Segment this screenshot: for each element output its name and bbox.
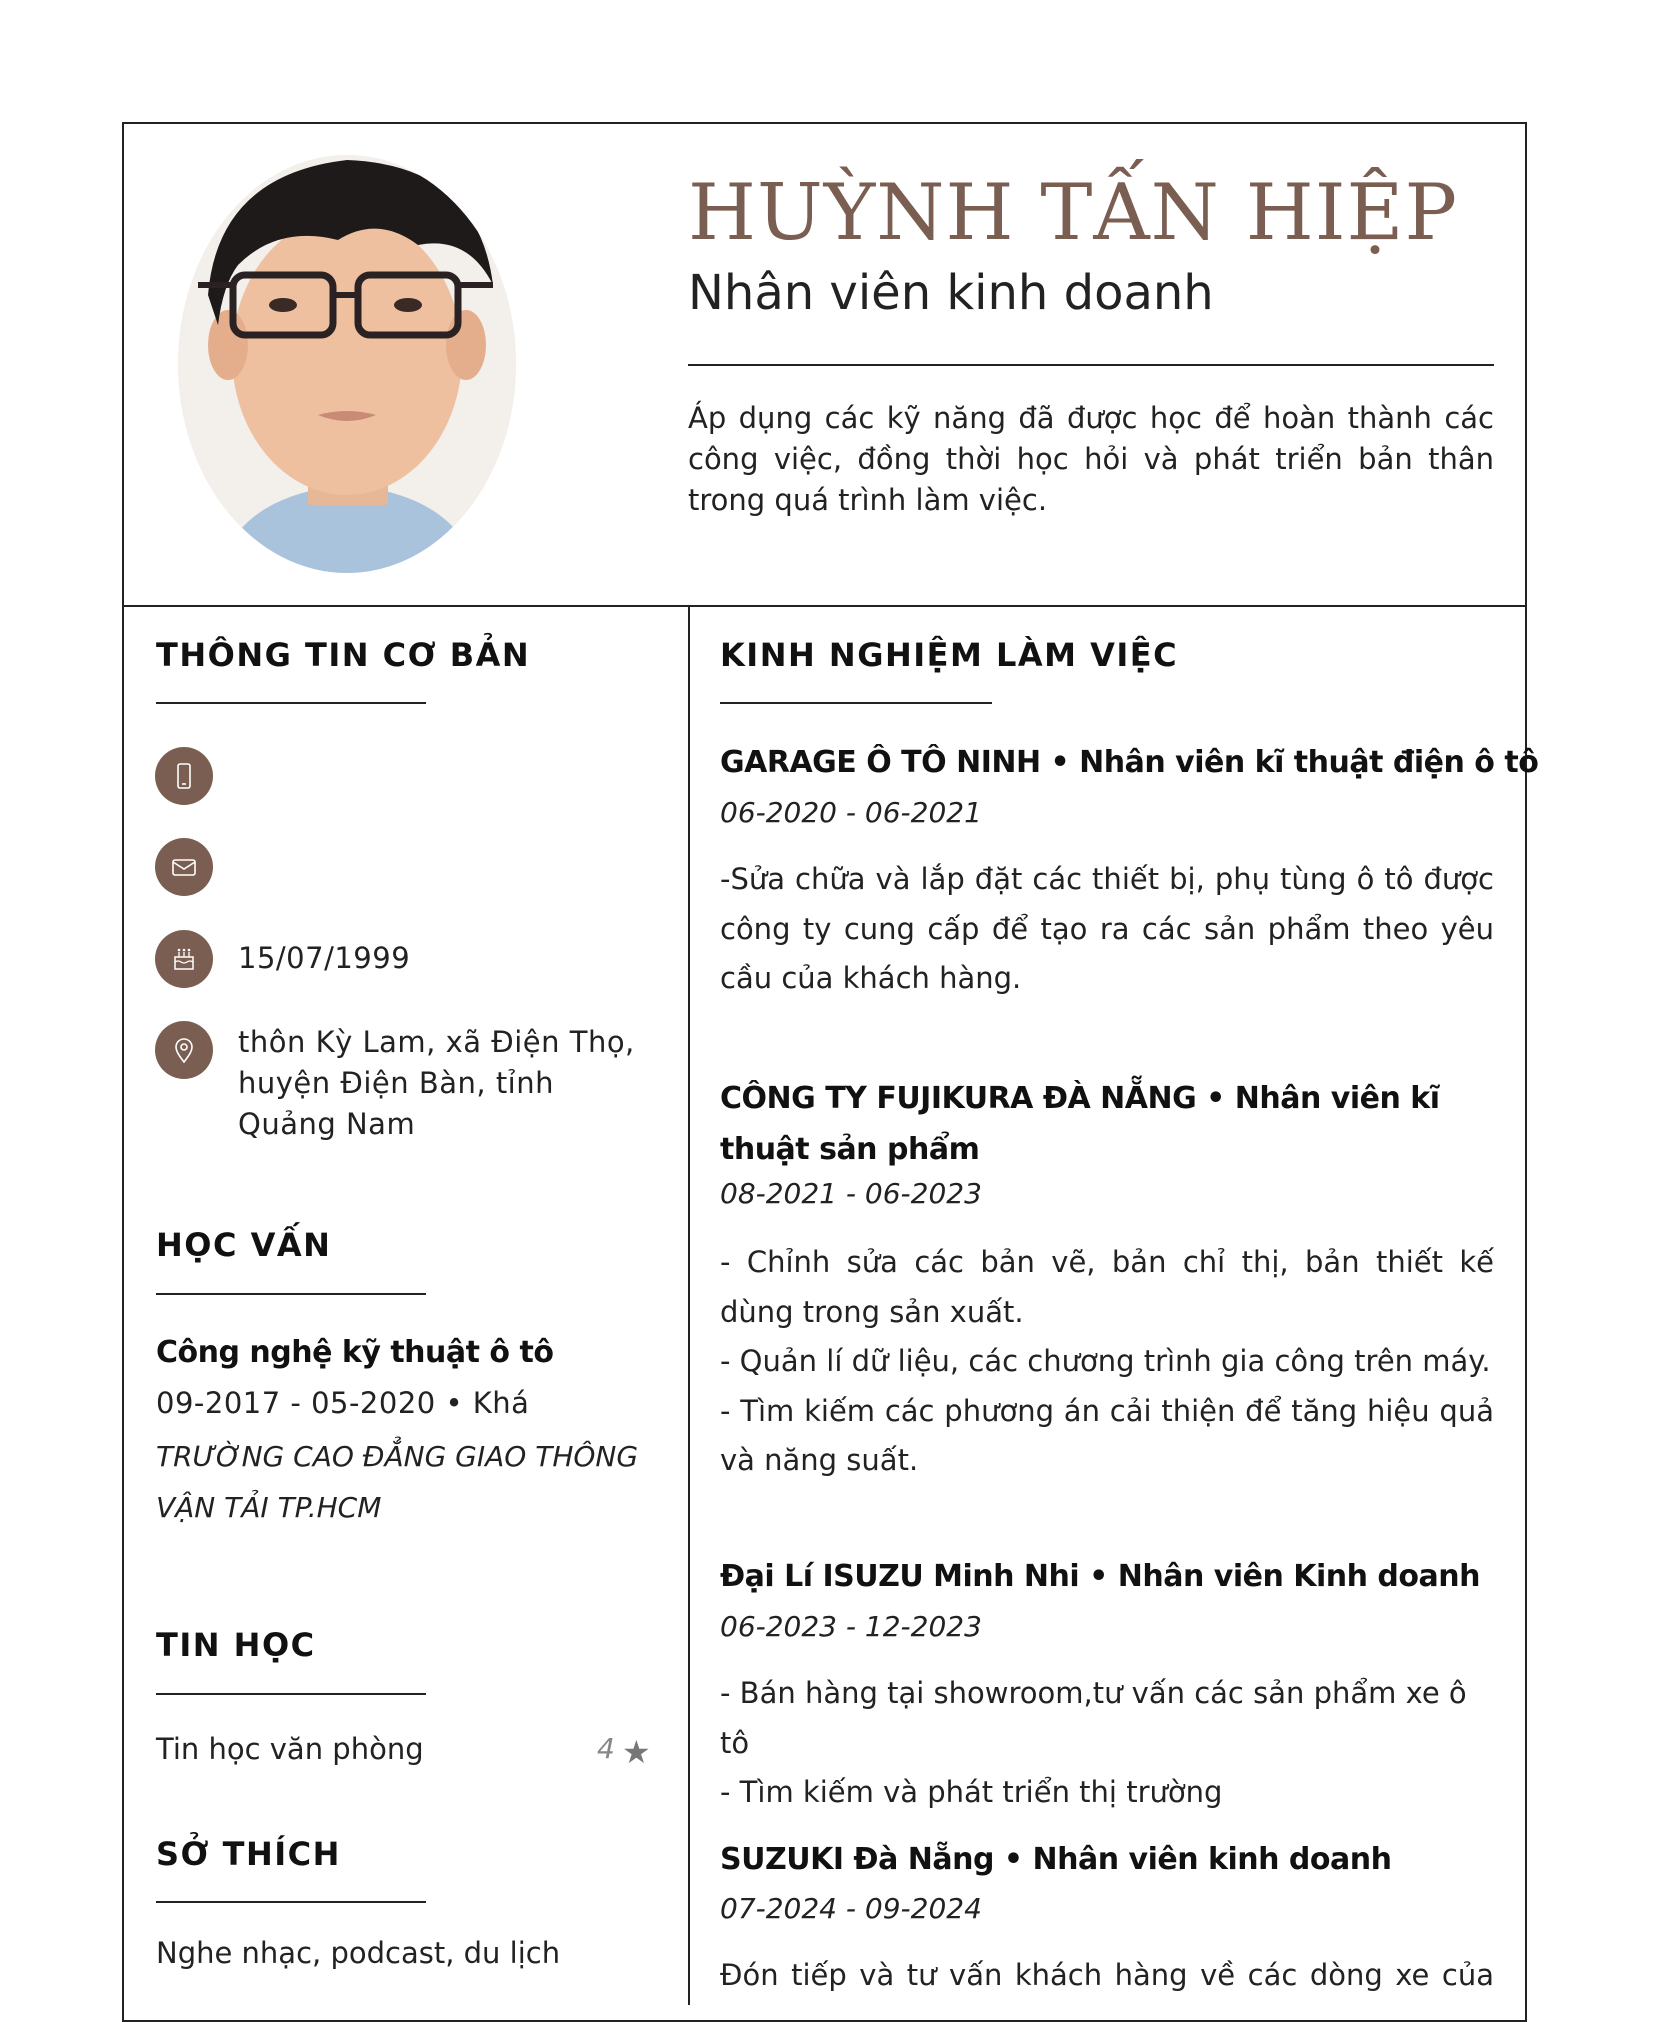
job-description [720, 1238, 1494, 1486]
header-rule [688, 364, 1494, 366]
birthdate-value: 15/07/1999 [238, 941, 411, 975]
job-title: Đại Lí ISUZU Minh Nhi • Nhân viên Kinh doanh [720, 1559, 1480, 1594]
phone-icon [155, 747, 213, 805]
job-title: CÔNG TY FUJIKURA ĐÀ NẴNG • Nhân viên kĩ thuật sản phẩm [720, 1081, 1440, 1167]
it-skill-name: Tin học văn phòng [156, 1732, 424, 1766]
education-school: TRƯỜNG CAO ĐẲNG GIAO THÔNG VẬN TẢI TP.HCM [156, 1440, 639, 1524]
hobbies-text: Nghe nhạc, podcast, du lịch [156, 1936, 561, 1970]
job-description-line: - Bán hàng tại showroom,tư vấn các sản phẩm xe ô tô [720, 1676, 1467, 1760]
job-description [720, 1669, 1494, 1818]
job-description [720, 855, 1494, 1004]
job-description-line: Đón tiếp và tư vấn khách hàng về các dòng xe của [720, 1958, 1494, 1992]
job-title: GARAGE Ô TÔ NINH • Nhân viên kĩ thuật điện ô tô [720, 745, 1539, 780]
header-divider [122, 605, 1527, 607]
job-description-line: - Quản lí dữ liệu, các chương trình gia công trên máy. [720, 1344, 1491, 1378]
it-skill-rating: 4 [597, 1732, 615, 1765]
job-description-line: -Sửa chữa và lắp đặt các thiết bị, phụ tùng ô tô được công ty cung cấp để tạo ra các sản phẩm theo yêu cầu của khách hàng. [720, 862, 1494, 995]
birthday-cake-icon [155, 930, 213, 988]
basic-info-rule [156, 702, 426, 704]
job-period: 08-2021 - 06-2023 [720, 1177, 982, 1210]
job-description-line: - Tìm kiếm các phương án cải thiện để tăng hiệu quả và năng suất. [720, 1393, 1494, 1477]
job-description-line: - Chỉnh sửa các bản vẽ, bản chỉ thị, bản thiết kế dùng trong sản xuất. [720, 1245, 1494, 1329]
job-period: 07-2024 - 09-2024 [720, 1892, 982, 1925]
job-description-line: - Tìm kiếm và phát triển thị trường [720, 1775, 1223, 1809]
basic-info-heading: THÔNG TIN CƠ BẢN [156, 636, 531, 674]
profile-photo [178, 155, 516, 573]
education-heading: HỌC VẤN [156, 1226, 332, 1264]
candidate-position: Nhân viên kinh doanh [688, 265, 1214, 321]
candidate-name: HUỲNH TẤN HIỆP [688, 168, 1458, 258]
job-description [720, 1951, 1494, 2001]
address-value: thôn Kỳ Lam, xã Điện Thọ, huyện Điện Bàn, tỉnh Quảng Nam [238, 1025, 635, 1141]
it-skills-heading: TIN HỌC [156, 1626, 316, 1664]
hobbies-heading: SỞ THÍCH [156, 1835, 341, 1873]
education-rule [156, 1293, 426, 1295]
experience-heading: KINH NGHIỆM LÀM VIỆC [720, 636, 1179, 674]
education-major: Công nghệ kỹ thuật ô tô [156, 1335, 554, 1370]
job-title: SUZUKI Đà Nẵng • Nhân viên kinh doanh [720, 1842, 1392, 1877]
experience-rule [720, 702, 992, 704]
star-icon: ★ [622, 1733, 651, 1771]
it-skills-rule [156, 1693, 426, 1695]
job-period: 06-2023 - 12-2023 [720, 1610, 982, 1643]
hobbies-rule [156, 1901, 426, 1903]
mail-icon [155, 838, 213, 896]
education-period: 09-2017 - 05-2020 • Khá [156, 1386, 530, 1420]
column-divider [688, 605, 690, 2005]
location-pin-icon [155, 1021, 213, 1079]
career-objective: Áp dụng các kỹ năng đã được học để hoàn thành các công việc, đồng thời học hỏi và phát triển bản thân trong quá trình làm việc. [688, 401, 1494, 517]
job-period: 06-2020 - 06-2021 [720, 796, 982, 829]
